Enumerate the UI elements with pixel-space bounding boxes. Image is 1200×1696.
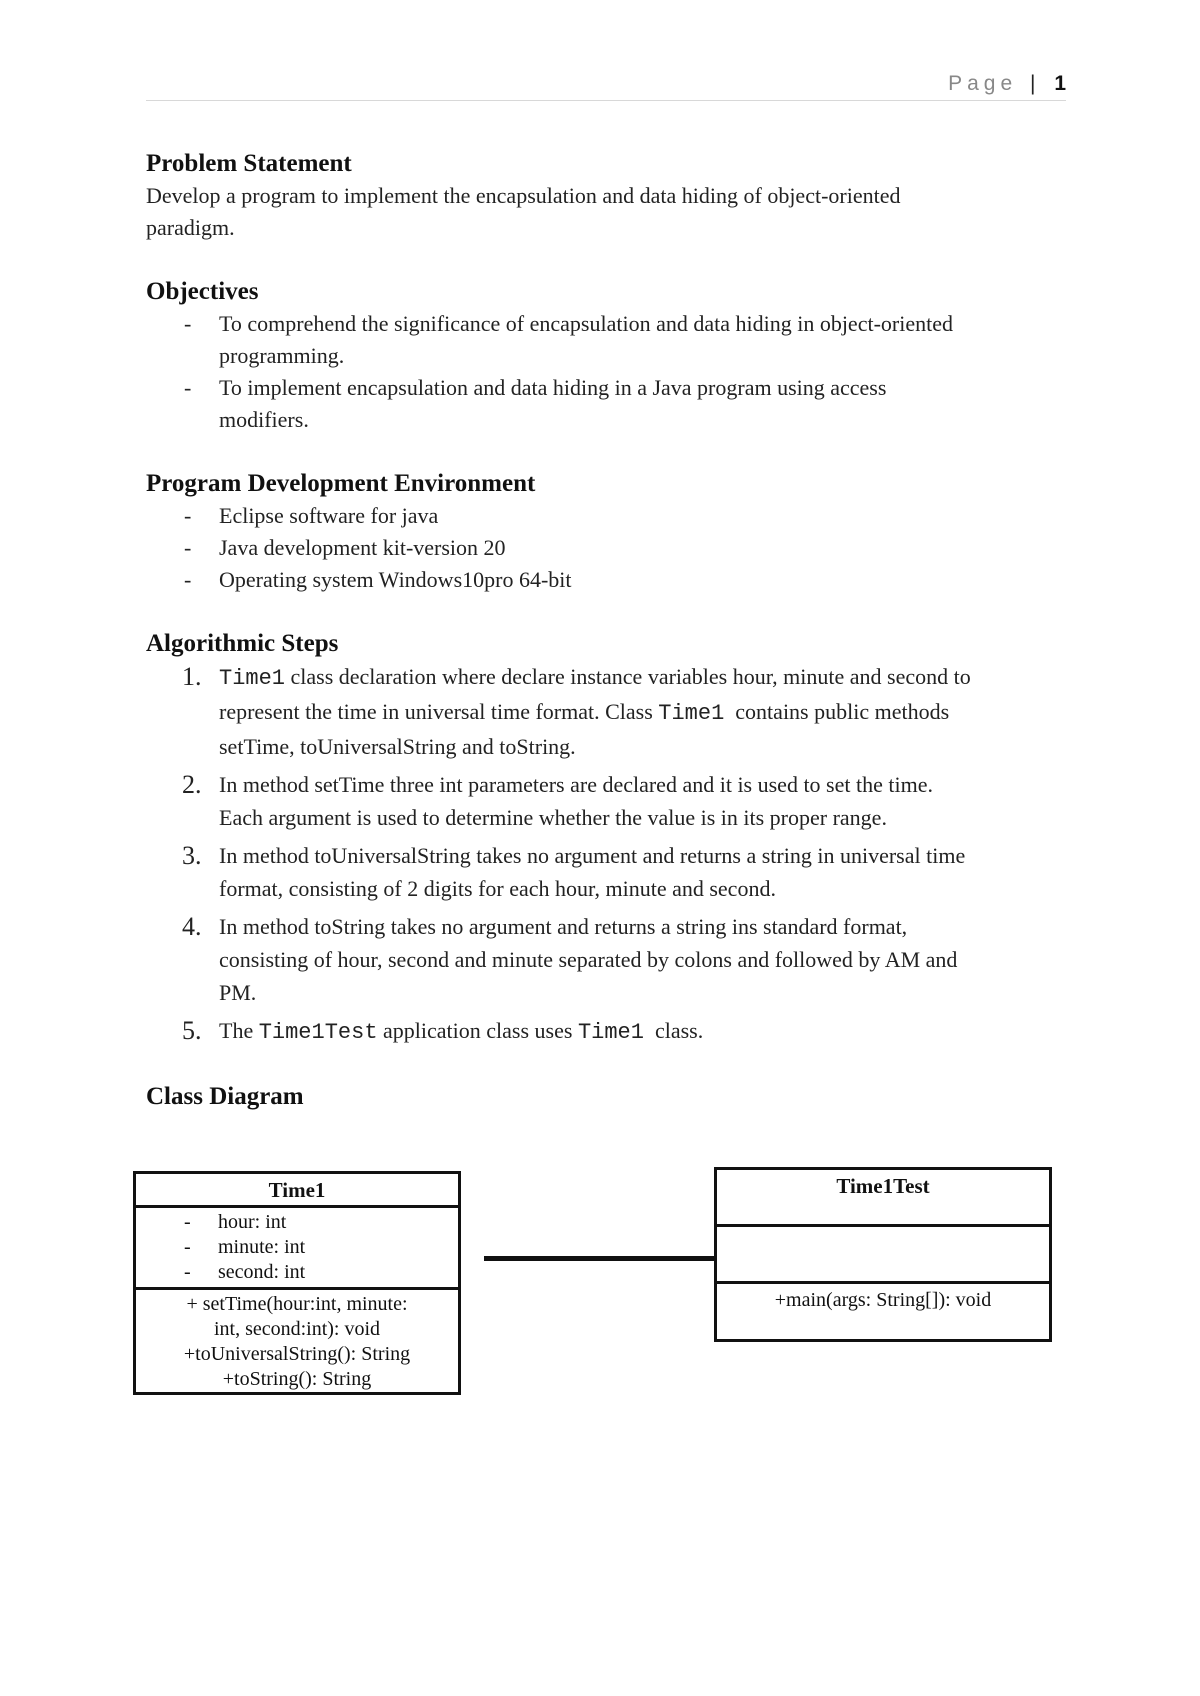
- step-number: 2.: [182, 770, 202, 799]
- uml-class-name: Time1: [268, 1178, 326, 1202]
- code-class-name: Time1Test: [258, 1020, 378, 1045]
- step-number: 4.: [182, 912, 202, 941]
- algorithm-steps-list: [146, 660, 1066, 1049]
- uml-class-time1test: [714, 1167, 1052, 1342]
- list-item: [146, 1014, 1066, 1049]
- step-4-line3: PM.: [219, 980, 257, 1005]
- document-content: [146, 148, 1066, 1113]
- uml-attribute: [136, 1235, 458, 1260]
- attribute-minute: minute: int: [218, 1236, 306, 1258]
- uml-methods-compartment: [136, 1290, 458, 1392]
- code-class-name: Time1: [577, 1020, 644, 1045]
- step-number: 1.: [182, 662, 202, 691]
- algorithm-section: [146, 628, 1066, 1049]
- code-class-name: Time1: [219, 666, 286, 691]
- step-1-text: setTime, toUniversalString and toString.: [219, 734, 576, 759]
- uml-attributes-compartment: [136, 1208, 458, 1290]
- list-item: [146, 839, 1066, 905]
- problem-statement-section: [146, 148, 1066, 244]
- step-5-text: application class uses: [377, 1018, 578, 1043]
- step-2-line2: Each argument is used to determine whether the value is in its proper range.: [219, 805, 887, 830]
- environment-item-3: Operating system Windows10pro 64-bit: [219, 567, 572, 592]
- list-item: [146, 910, 1066, 1009]
- uml-method: +toUniversalString(): String: [183, 1343, 411, 1365]
- list-item: [146, 532, 1066, 564]
- step-4-line1: In method toString takes no argument and returns a string ins standard format,: [219, 914, 908, 939]
- step-3-line2: format, consisting of 2 digits for each hour, minute and second.: [219, 876, 776, 901]
- list-item: [146, 308, 1066, 372]
- list-item: [146, 500, 1066, 532]
- step-2-line1: In method setTime three int parameters are declared and it is used to set the time.: [219, 772, 933, 797]
- page-label: Page: [948, 72, 1018, 95]
- problem-statement-text: [146, 180, 1066, 244]
- association-arrow-line: [484, 1256, 720, 1261]
- uml-method: +main(args: String[]): void: [774, 1289, 992, 1311]
- step-1-text: represent the time in universal time format. Class: [219, 699, 659, 724]
- environment-item-2: Java development kit-version 20: [219, 535, 506, 560]
- dash-bullet: -: [184, 1261, 191, 1283]
- dash-bullet: -: [184, 311, 192, 336]
- list-item: [146, 372, 1066, 436]
- step-3-line1: In method toUniversalString takes no argument and returns a string in universal time: [219, 843, 966, 868]
- step-1-text: class declaration where declare instance variables hour, minute and second to: [285, 664, 971, 689]
- dash-bullet: -: [184, 1236, 191, 1258]
- uml-class-name-compartment: [136, 1174, 458, 1208]
- attribute-hour: hour: int: [218, 1211, 287, 1233]
- dash-bullet: -: [184, 375, 192, 400]
- dash-bullet: -: [184, 503, 192, 528]
- page-header: [146, 70, 1066, 101]
- page-number: [948, 72, 1066, 96]
- uml-methods-compartment: [717, 1284, 1049, 1339]
- objectives-list: [146, 308, 1066, 436]
- uml-attribute: [136, 1260, 458, 1285]
- dash-bullet: -: [184, 1211, 191, 1233]
- problem-text-line1: Develop a program to implement the encapsulation and data hiding of object-oriented: [146, 183, 901, 208]
- step-5-text: class.: [643, 1018, 704, 1043]
- problem-text-line2: paradigm.: [146, 215, 235, 240]
- uml-method: int, second:int): void: [213, 1318, 381, 1340]
- uml-class-name-compartment: [717, 1170, 1049, 1227]
- step-4-line2: consisting of hour, second and minute separated by colons and followed by AM and: [219, 947, 958, 972]
- page-separator: |: [1030, 72, 1036, 95]
- class-diagram-section: [146, 1081, 1066, 1113]
- objective-1-line2: programming.: [219, 343, 345, 368]
- list-item: [146, 768, 1066, 834]
- step-number: 5.: [182, 1016, 202, 1045]
- step-5-text: The: [219, 1018, 259, 1043]
- dash-bullet: -: [184, 535, 192, 560]
- dash-bullet: -: [184, 567, 192, 592]
- list-item: [146, 564, 1066, 596]
- list-item: [146, 660, 1066, 763]
- problem-statement-heading: Problem Statement: [146, 150, 352, 177]
- uml-attributes-compartment: [717, 1227, 1049, 1284]
- objective-2-line1: To implement encapsulation and data hiding in a Java program using access: [219, 375, 887, 400]
- objectives-section: [146, 276, 1066, 436]
- uml-class-name: Time1Test: [836, 1174, 930, 1198]
- objective-1-line1: To comprehend the significance of encapsulation and data hiding in object-oriented: [219, 311, 953, 336]
- environment-section: [146, 468, 1066, 596]
- page-number-value: 1: [1054, 72, 1066, 95]
- environment-list: [146, 500, 1066, 596]
- environment-item-1: Eclipse software for java: [219, 503, 439, 528]
- attribute-second: second: int: [218, 1261, 306, 1283]
- step-number: 3.: [182, 841, 202, 870]
- code-class-name: Time1: [658, 701, 725, 726]
- uml-method: + setTime(hour:int, minute:: [186, 1293, 408, 1315]
- step-1-text: contains public methods: [724, 699, 950, 724]
- algorithm-heading: Algorithmic Steps: [146, 630, 339, 657]
- class-diagram-heading: Class Diagram: [146, 1083, 304, 1110]
- environment-heading: Program Development Environment: [146, 470, 536, 497]
- uml-class-time1: [133, 1171, 461, 1395]
- uml-method: +toString(): String: [222, 1368, 372, 1390]
- uml-attribute: [136, 1210, 458, 1235]
- objective-2-line2: modifiers.: [219, 407, 309, 432]
- objectives-heading: Objectives: [146, 278, 259, 305]
